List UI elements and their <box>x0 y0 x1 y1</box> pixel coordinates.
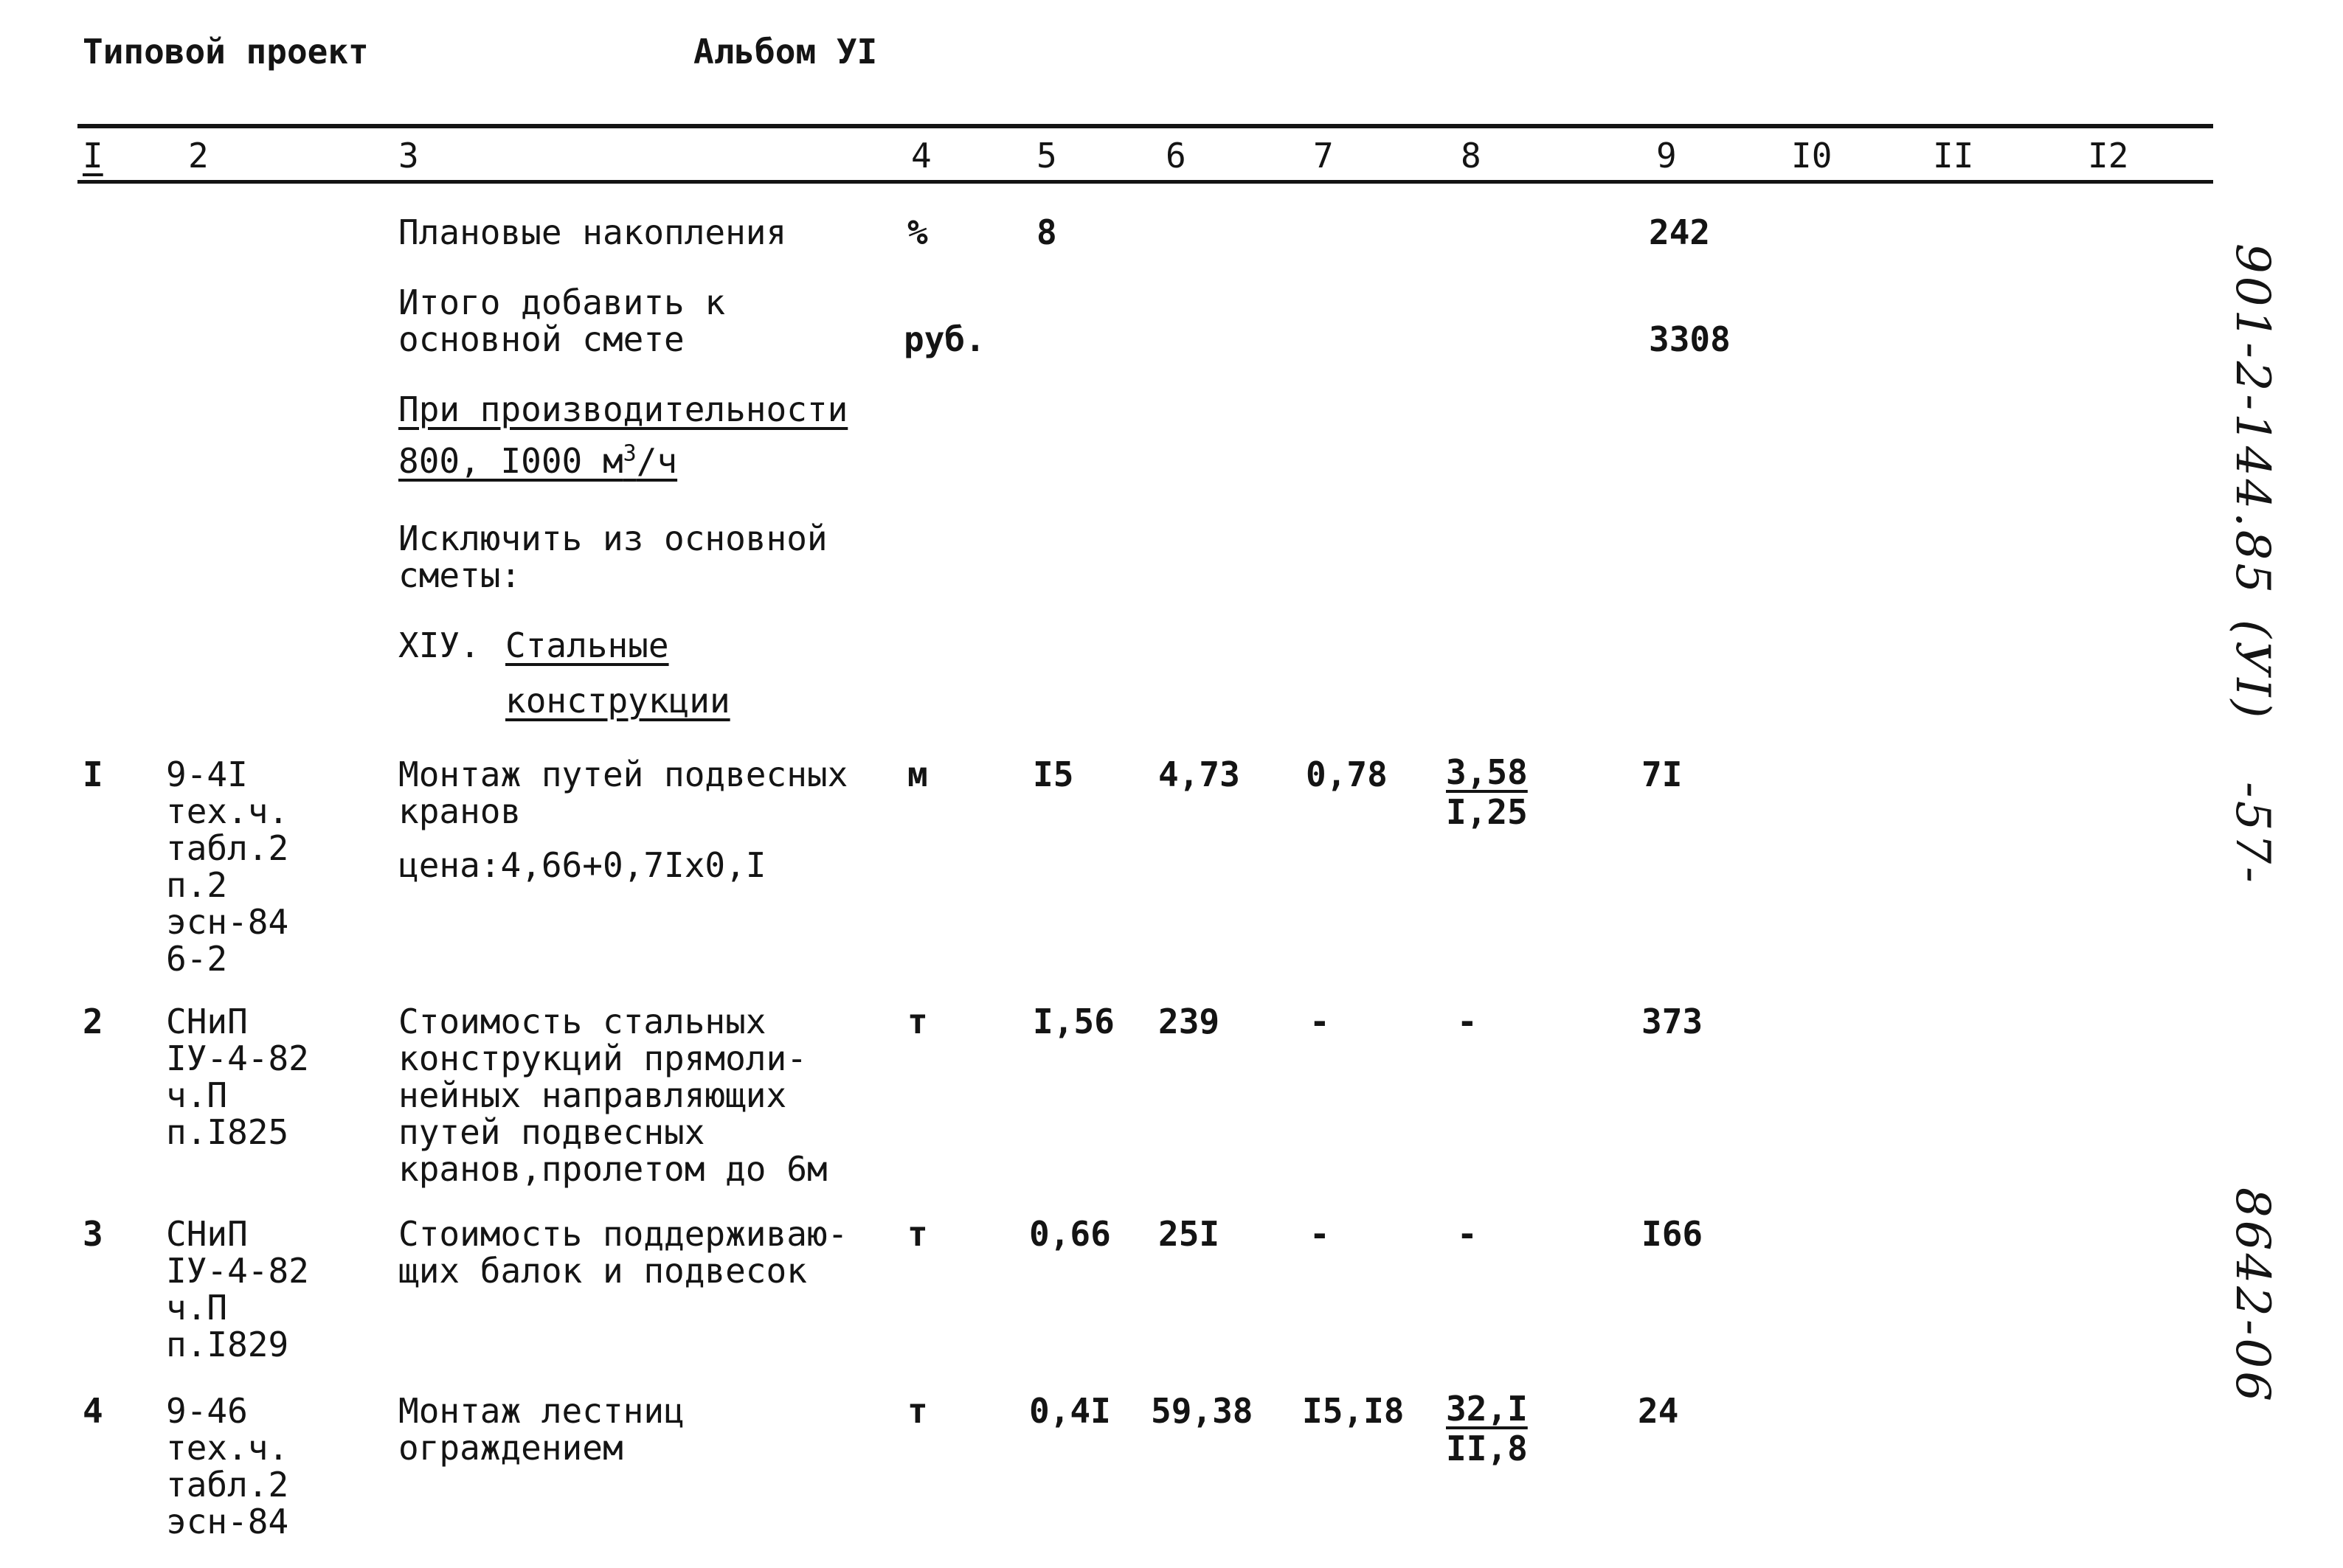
row4-num: 4 <box>83 1391 103 1431</box>
productivity-line2: 800, I000 $м^3/ч$ <box>398 440 678 481</box>
row4-col8-fraction: $\frac{32,I}{II,8}$ <box>1446 1389 1528 1468</box>
row4-col7: I5,I8 <box>1302 1391 1405 1431</box>
col-header-6: 6 <box>1166 136 1186 176</box>
row2-price: 239 <box>1158 1002 1220 1041</box>
row4-total: 24 <box>1638 1391 1679 1431</box>
row1-unit: м <box>907 754 928 794</box>
row4-name: Монтаж лестниц ограждением <box>398 1391 685 1468</box>
row1-price: 4,73 <box>1158 754 1240 794</box>
row2-ref: СНиП IУ-4-82 ч.П п.I825 <box>166 1002 309 1152</box>
margin-document-code: 901-2-144.85 <box>2225 243 2280 597</box>
row2-num: 2 <box>83 1002 103 1041</box>
margin-inventory-code: 8642-06 <box>2225 1187 2280 1404</box>
row3-name: Стоимость поддерживаю- щих балок и подвесок <box>398 1214 848 1291</box>
row4-ref: 9-46 тех.ч. табл.2 эсн-84 <box>166 1391 289 1541</box>
exclude-line1: Исключить из основной <box>398 518 828 558</box>
col-header-4: 4 <box>911 136 932 176</box>
row2-qty: I,56 <box>1033 1002 1115 1041</box>
row1-qty: I5 <box>1033 754 1074 794</box>
section-number: XIУ. <box>398 625 480 665</box>
row2-col7: - <box>1309 1002 1330 1041</box>
row1-total: 7I <box>1641 754 1683 794</box>
row2-total: 373 <box>1641 1002 1703 1041</box>
row1-col8-fraction: $\frac{3,58}{I,25}$ <box>1446 752 1528 832</box>
row3-num: 3 <box>83 1214 103 1254</box>
row4-unit: т <box>907 1391 928 1431</box>
planned-savings-total: 242 <box>1649 212 1711 252</box>
productivity-line1: При производительности <box>398 389 848 429</box>
row3-unit: т <box>907 1214 928 1254</box>
row4-price: 59,38 <box>1151 1391 1253 1431</box>
col-header-10: I0 <box>1791 136 1832 176</box>
project-type-label: Типовой проект <box>83 32 369 72</box>
row4-qty: 0,4I <box>1029 1391 1111 1431</box>
col-header-11: II <box>1933 136 1974 176</box>
row1-col7: 0,78 <box>1306 754 1388 794</box>
column-header-rule <box>77 180 2213 184</box>
row3-price: 25I <box>1158 1214 1220 1254</box>
margin-volume-mark: (УI) <box>2225 620 2280 721</box>
planned-savings-name: Плановые накопления <box>398 212 787 252</box>
album-label: Альбом УI <box>693 32 878 72</box>
margin-page-number: -57- <box>2225 782 2280 886</box>
row2-name: Стоимость стальных конструкций прямоли- нейных направляющих путей подвесных кранов,пролетом до 6м <box>398 1002 828 1189</box>
section-title-line1: Стальные <box>505 625 669 665</box>
planned-savings-qty: 8 <box>1036 212 1057 252</box>
itogo-total: 3308 <box>1649 319 1731 359</box>
row3-ref: СНиП IУ-4-82 ч.П п.I829 <box>166 1214 309 1364</box>
row1-name: Монтаж путей подвесных кранов <box>398 754 848 831</box>
row1-ref: 9-4I тех.ч. табл.2 п.2 эсн-84 6-2 <box>166 754 289 979</box>
col-header-2: 2 <box>188 136 209 176</box>
top-rule <box>77 124 2213 128</box>
planned-savings-unit: % <box>907 212 928 252</box>
col-header-1: I <box>83 136 103 176</box>
row1-num: I <box>83 754 103 794</box>
row3-col7: - <box>1309 1214 1330 1254</box>
col-header-3: 3 <box>398 136 419 176</box>
row3-total: I66 <box>1641 1214 1703 1254</box>
exclude-line2: сметы: <box>398 555 522 595</box>
row2-col8: - <box>1457 1002 1478 1041</box>
col-header-5: 5 <box>1036 136 1057 176</box>
row3-qty: 0,66 <box>1029 1214 1111 1254</box>
col-header-12: I2 <box>2088 136 2129 176</box>
col-header-9: 9 <box>1656 136 1677 176</box>
col-header-8: 8 <box>1461 136 1481 176</box>
itogo-name-line2: основной смете <box>398 319 685 359</box>
row3-col8: - <box>1457 1214 1478 1254</box>
row2-unit: т <box>907 1002 928 1041</box>
section-title-line2: конструкции <box>505 681 730 721</box>
itogo-name-line1: Итого добавить к <box>398 282 726 322</box>
itogo-unit: руб. <box>904 319 986 359</box>
row1-price-note: цена:4,66+0,7Iх0,I <box>398 845 766 885</box>
col-header-7: 7 <box>1313 136 1334 176</box>
